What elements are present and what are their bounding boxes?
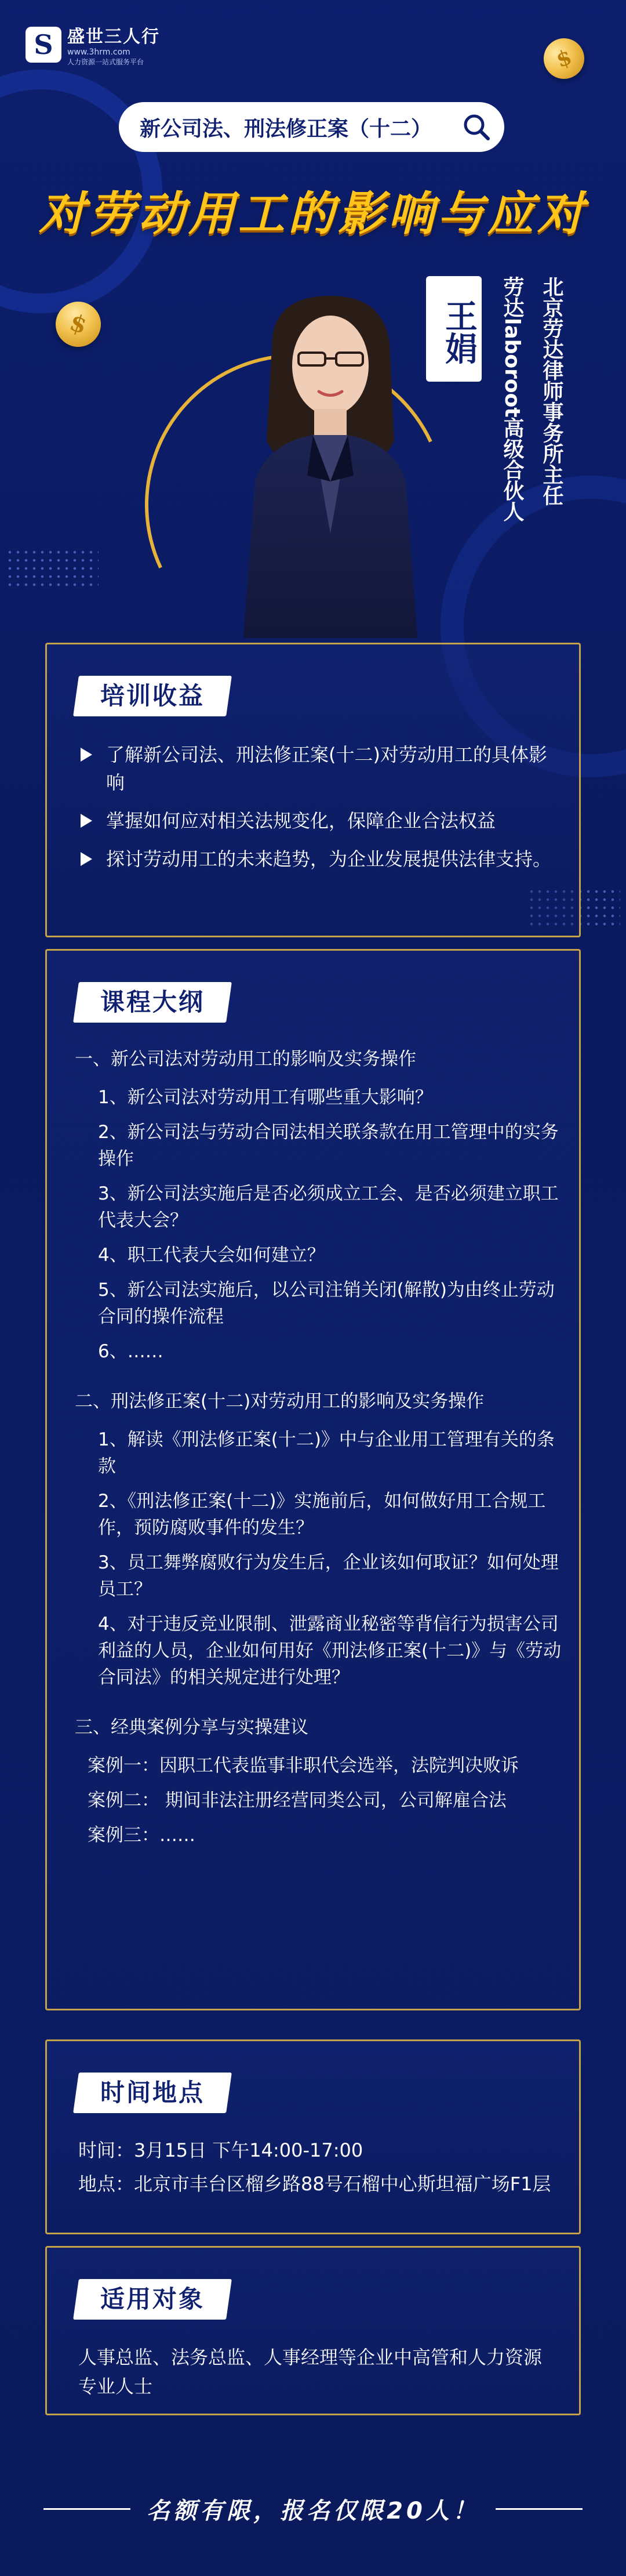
brand-url: www.3hrm.com [67,48,130,57]
outline-item: 2、新公司法与劳动合同法相关联条款在用工管理中的实务操作 [98,1122,559,1169]
footer-text: 名额有限，报名仅限20人！ [147,2497,479,2524]
search-text: 新公司法、刑法修正案（十二） [140,117,432,141]
list-item [81,845,556,873]
outline-item: 5、新公司法实施后，以公司注销关闭(解散)为由终止劳动合同的操作流程 [98,1280,555,1327]
place-label: 地点： [78,2173,134,2195]
speaker-title [490,276,570,574]
benefits-list [81,741,556,883]
outline-body [75,1046,562,1857]
outline-item: 1、新公司法对劳动用工有哪些重大影响？ [98,1087,433,1108]
audience-heading: 适用对象 [73,2279,232,2320]
speaker-title-line: 北京劳达律师事务所主任 [540,276,563,506]
time-row [78,2136,559,2164]
logo-mark-icon: S [26,27,61,63]
search-icon[interactable] [460,111,493,143]
benefits-panel [45,643,581,937]
brand-name: 盛世三人行 [67,27,160,47]
footer-divider [43,2508,130,2510]
outline-section-title: 二、刑法修正案(十二)对劳动用工的影响及实务操作 [75,1391,485,1412]
time-place-body [78,2136,559,2204]
outline-item: 1、解读《刑法修正案(十二)》中与企业用工管理有关的条款 [98,1429,555,1477]
outline-item: 2、《刑法修正案(十二)》实施前后，如何做好用工合规工作，预防腐败事件的发生？ [98,1491,546,1538]
list-item-text: 探讨劳动用工的未来趋势，为企业发展提供法律支持。 [106,848,552,870]
time-label: 时间： [78,2139,134,2161]
outline-item: 4、职工代表大会如何建立？ [98,1245,325,1266]
outline-item: 3、新公司法实施后是否必须成立工会、是否必须建立职工代表大会？ [98,1183,559,1231]
outline-item: 6、…… [98,1341,163,1362]
brand-text [67,22,160,67]
list-item-text: 掌握如何应对相关法规变化，保障企业合法权益 [106,810,496,832]
main-title: 对劳动用工的影响与应对 [39,187,587,241]
triangle-right-icon [81,748,92,762]
case-item: 案例三：…… [88,1825,195,1846]
list-item-text: 了解新公司法、刑法修正案(十二)对劳动用工的具体影响 [106,744,547,794]
time-place-heading: 时间地点 [73,2073,232,2113]
outline-item: 4、对于违反竞业限制、泄露商业秘密等背信行为损害公司利益的人员，企业如何用好《刑法修正案(十二)》与《劳动合同法》的相关规定进行处理？ [98,1614,562,1688]
outline-section-title: 三、经典案例分享与实操建议 [75,1717,308,1738]
audience-text: 人事总监、法务总监、人事经理等企业中高管和人力资源专业人士 [78,2346,543,2397]
speaker-title-line: 劳达laboroot高级合伙人 [500,276,524,522]
list-item [81,741,556,796]
place-row [78,2170,559,2198]
outline-item: 3、员工舞弊腐败行为发生后，企业该如何取证？如何处理员工？ [98,1552,559,1600]
case-item: 案例二： 期间非法注册经营同类公司，公司解雇合法 [88,1790,507,1811]
audience-panel [45,2246,581,2415]
footer-divider [496,2508,583,2510]
speaker-name: 王娟 [426,276,482,382]
place-value: 北京市丰台区榴乡路88号石榴中心斯坦福广场F1层 [134,2173,551,2195]
brand-logo[interactable] [26,22,160,67]
triangle-right-icon [81,852,92,866]
triangle-right-icon [81,814,92,828]
outline-panel [45,949,581,2010]
topic-search-bar[interactable] [119,102,504,152]
benefits-heading: 培训收益 [73,676,232,716]
time-place-panel [45,2039,581,2234]
coin-icon: $ [538,32,590,85]
case-item: 案例一：因职工代表监事非职代会选举，法院判决败诉 [88,1755,519,1776]
decorative-dots-left [6,548,99,589]
list-item [81,807,556,835]
coin-icon: $ [50,296,107,353]
outline-section-title: 一、新公司法对劳动用工的影响及实务操作 [75,1049,416,1070]
speaker-portrait [238,290,423,638]
time-value: 3月15日 下午14:00-17:00 [134,2139,363,2161]
outline-heading: 课程大纲 [73,982,232,1023]
brand-tagline: 人力资源一站式服务平台 [67,58,144,66]
footer-banner [0,2488,626,2529]
